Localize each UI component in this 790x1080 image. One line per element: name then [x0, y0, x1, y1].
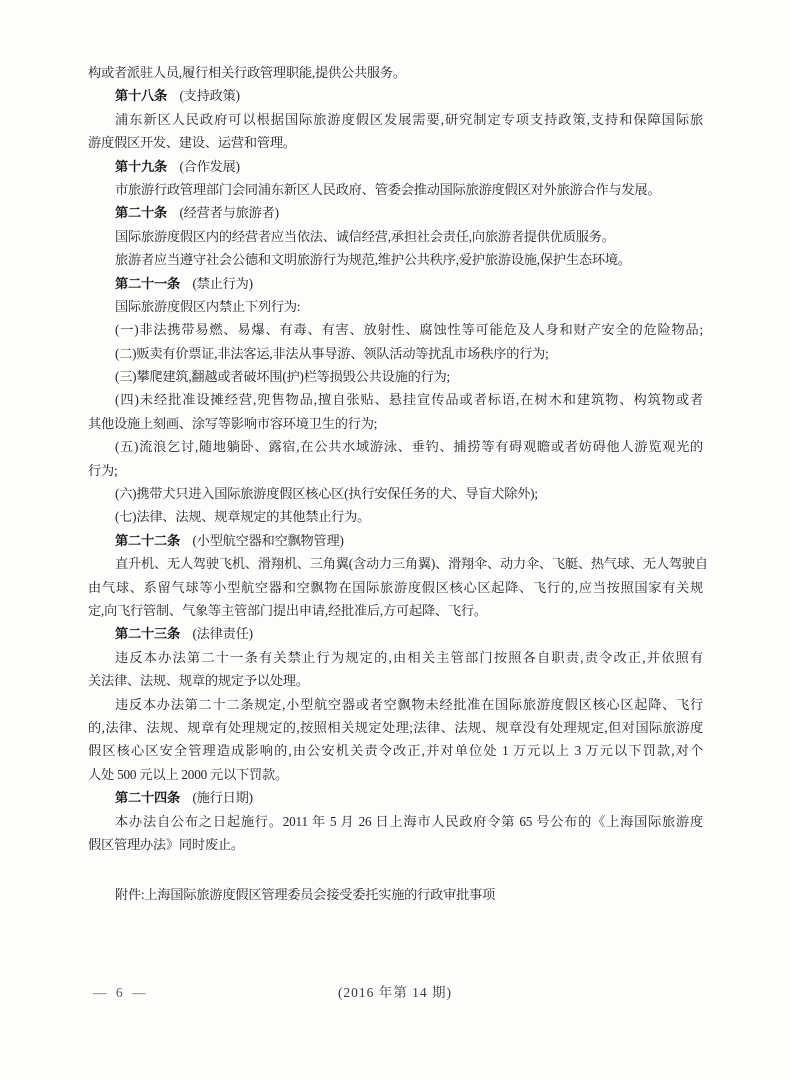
body-line: 的,法律、法规、规章有处理规定的,按照相关规定处理;法律、法规、规章没有处理规定,但对国际旅游度: [88, 719, 703, 735]
article-number: 第十八条: [115, 88, 167, 104]
article-number: 第二十三条: [115, 626, 180, 642]
body-line: 定,向飞行管制、气象等主管部门提出申请,经批准后,方可起降、飞行。: [88, 602, 487, 618]
article-number: 第二十四条: [115, 790, 180, 806]
article-heading: [88, 155, 703, 178]
article-heading: [88, 786, 703, 809]
body-line: 行为;: [88, 462, 118, 478]
issue-label: (2016 年第 14 期): [337, 985, 453, 1000]
body-line: 其他设施上刻画、涂写等影响市容环境卫生的行为;: [88, 415, 378, 431]
body-line: (七)法律、法规、规章规定的其他禁止行为。: [115, 509, 371, 525]
article-title: (施行日期): [192, 790, 253, 806]
page-footer: [0, 982, 790, 1004]
body-line: 构或者派驻人员,履行相关行政管理职能,提供公共服务。: [88, 65, 406, 80]
body-line: 浦东新区人民政府可以根据国际旅游度假区发展需要,研究制定专项支持政策,支持和保障国际旅: [115, 111, 703, 127]
body-line: 人处 500 元以上 2000 元以下罚款。: [88, 766, 289, 782]
body-line: (二)贩卖有价票证,非法客运,非法从事导游、领队活动等扰乱市场秩序的行为;: [115, 345, 549, 361]
article-title: (支持政策): [179, 88, 240, 104]
body-line: 本办法自公布之日起施行。2011 年 5 月 26 日上海市人民政府令第 65 号公布的《上海国际旅游度: [115, 813, 703, 829]
body-line: 市旅游行政管理部门会同浦东新区人民政府、管委会推动国际旅游度假区对外旅游合作与发展。: [115, 181, 661, 197]
article-heading: [88, 201, 703, 224]
body-line: (一)非法携带易燃、易爆、有毒、有害、放射性、腐蚀性等可能危及人身和财产安全的危险物品;: [115, 322, 703, 338]
body-line: 直升机、无人驾驶飞机、滑翔机、三角翼(含动力三角翼)、滑翔伞、动力伞、飞艇、热气球、无人驾驶自: [115, 556, 708, 572]
article-title: (法律责任): [192, 626, 253, 642]
body-line: 旅游者应当遵守社会公德和文明旅游行为规范,维护公共秩序,爱护旅游设施,保护生态环境。: [115, 252, 631, 268]
article-number: 第二十条: [115, 205, 167, 221]
attachment-line: 附件:上海国际旅游度假区管理委员会接受委托实施的行政审批事项: [115, 887, 496, 903]
article-heading: [88, 84, 703, 107]
body-line: 国际旅游度假区内的经营者应当依法、诚信经营,承担社会责任,向旅游者提供优质服务。: [115, 228, 615, 244]
body-line: 假区管理办法》同时废止。: [88, 836, 244, 852]
article-title: (经营者与旅游者): [179, 205, 279, 221]
page-number: — 6 —: [93, 985, 149, 1000]
body-line: 国际旅游度假区内禁止下列行为:: [115, 298, 301, 314]
article-number: 第十九条: [115, 158, 167, 174]
article-heading: [88, 622, 703, 645]
body-line: 关法律、法规、规章的规定予以处理。: [88, 673, 309, 689]
article-heading: [88, 272, 703, 295]
body-line: 违反本办法第二十一条有关禁止行为规定的,由相关主管部门按照各自职责,责令改正,并依照有: [115, 649, 703, 665]
body-line: 由气球、系留气球等小型航空器和空飘物在国际旅游度假区核心区起降、飞行的,应当按照国家有关规: [88, 579, 703, 595]
body-line: (五)流浪乞讨,随地躺卧、露宿,在公共水域游泳、垂钓、捕捞等有碍观瞻或者妨碍他人游览观光的: [115, 439, 703, 455]
body-line: 假区核心区安全管理造成影响的,由公安机关责令改正,并对单位处 1 万元以上 3 万元以下罚款,对个: [88, 743, 703, 759]
article-title: (禁止行为): [192, 275, 253, 291]
document-body: [88, 61, 708, 907]
body-line: (四)未经批准设摊经营,兜售物品,擅自张贴、悬挂宣传品或者标语,在树木和建筑物、构筑物或者: [115, 392, 703, 408]
body-line: (三)攀爬建筑,翻越或者破坏围(护)栏等损毁公共设施的行为;: [115, 369, 451, 385]
article-heading: [88, 529, 703, 552]
body-line: (六)携带犬只进入国际旅游度假区核心区(执行安保任务的犬、导盲犬除外);: [115, 486, 538, 502]
article-title: (小型航空器和空飘物管理): [192, 532, 344, 548]
article-number: 第二十一条: [115, 275, 180, 291]
article-number: 第二十二条: [115, 532, 180, 548]
article-title: (合作发展): [179, 158, 240, 174]
body-line: 游度假区开发、建设、运营和管理。: [88, 135, 296, 151]
body-line: 违反本办法第二十二条规定,小型航空器或者空飘物未经批准在国际旅游度假区核心区起降、飞行: [115, 696, 703, 712]
